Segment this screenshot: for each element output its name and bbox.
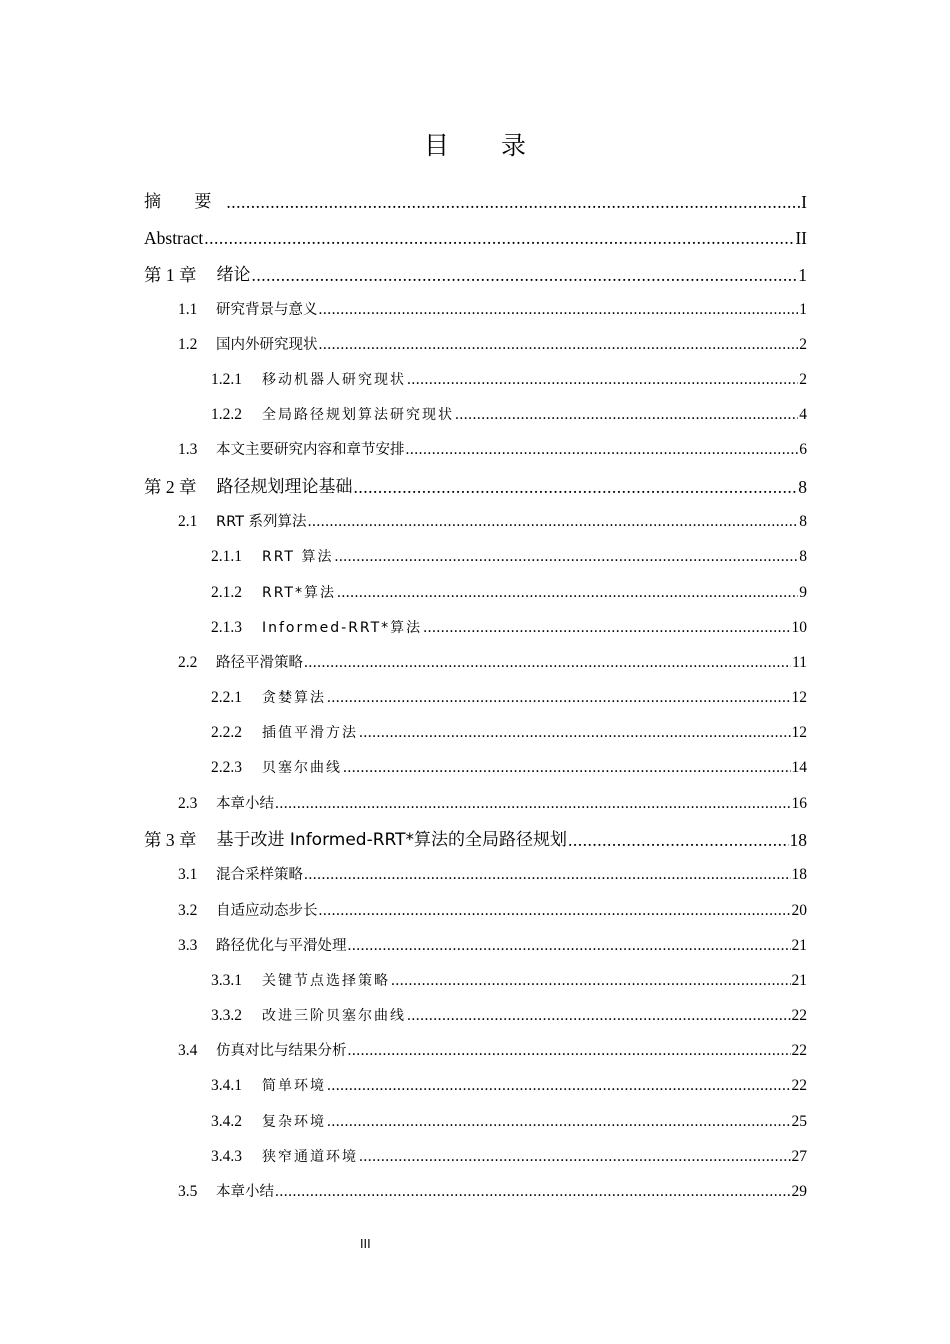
toc-entry[interactable] — [144, 460, 807, 497]
toc-entry-page: II — [795, 228, 807, 248]
toc-entry-page: 2 — [799, 371, 807, 389]
dot-leader — [348, 1041, 791, 1061]
toc-entry[interactable] — [144, 638, 807, 673]
toc-entry-number: 2.2.3 — [211, 759, 242, 777]
toc-entry-title: 移动机器人研究现状 — [262, 372, 406, 389]
toc-entry[interactable] — [144, 1132, 807, 1167]
toc-entry-title: 贝塞尔曲线 — [262, 760, 342, 777]
toc-entry-page: 22 — [791, 1077, 807, 1095]
toc-entry-title: 基于改进 Informed-RRT*算法的全局路径规划 — [216, 830, 567, 851]
toc-entry-title: 简单环境 — [262, 1078, 326, 1095]
toc-entry-page: 22 — [791, 1042, 807, 1060]
toc-entry[interactable] — [144, 1061, 807, 1096]
toc-entry-page: 22 — [791, 1007, 807, 1025]
toc-entry-number: 1.2 — [178, 335, 198, 353]
toc-entry[interactable] — [144, 285, 807, 320]
toc-entry-page: 8 — [799, 513, 807, 531]
toc-entry-page: 9 — [799, 583, 807, 601]
toc-entry-page: 18 — [789, 830, 807, 851]
toc-entry-title: 关键节点选择策略 — [262, 972, 390, 989]
toc-entry-page: 4 — [799, 406, 807, 424]
toc-entry-title: 贪婪算法 — [262, 690, 326, 707]
toc-entry-title: 路径优化与平滑处理 — [216, 937, 347, 954]
dot-leader — [359, 723, 791, 743]
toc-entry-page: 16 — [791, 794, 807, 812]
toc-entry[interactable] — [144, 532, 807, 567]
toc-entry[interactable] — [144, 921, 807, 956]
toc-entry-page: 20 — [791, 901, 807, 919]
toc-entry-page: 8 — [798, 476, 807, 497]
dot-leader — [406, 440, 799, 460]
toc-entry-page: 8 — [799, 548, 807, 566]
toc-entry[interactable] — [144, 497, 807, 532]
toc-entry-title: 路径平滑策略 — [216, 654, 303, 671]
dot-leader — [204, 228, 794, 248]
toc-entry-page: 21 — [791, 971, 807, 989]
toc-entry-title: 摘 要 — [144, 191, 226, 212]
dot-leader — [334, 547, 798, 567]
toc-entry-number: 3.5 — [178, 1183, 198, 1200]
toc-entry-title: 仿真对比与结果分析 — [216, 1043, 347, 1060]
toc-entry-number: 第 1 章 — [144, 264, 197, 285]
toc-entry-number: 2.1 — [178, 513, 198, 531]
toc-entry-number: 1.1 — [178, 300, 198, 318]
toc-entry-title: 绪论 — [216, 264, 251, 285]
dot-leader — [455, 405, 798, 425]
toc-entry[interactable] — [144, 175, 807, 212]
toc-entry-number: 2.2 — [178, 653, 198, 671]
toc-entry-title: 自适应动态步长 — [216, 902, 318, 919]
toc-entry-title: RRT*算法 — [262, 584, 336, 601]
dot-leader — [252, 265, 798, 285]
dot-leader — [348, 936, 791, 956]
dot-leader — [275, 1182, 791, 1202]
table-of-contents — [144, 175, 807, 1202]
toc-entry[interactable] — [144, 1167, 807, 1202]
dot-leader — [304, 865, 791, 885]
dot-leader — [407, 370, 798, 390]
dot-leader — [319, 901, 791, 921]
page-number: III — [360, 1237, 371, 1251]
toc-entry-number: 第 3 章 — [144, 830, 197, 851]
toc-entry-number: 2.1.2 — [211, 583, 242, 601]
dot-leader — [568, 830, 789, 850]
toc-entry-title: 复杂环境 — [262, 1113, 326, 1130]
toc-entry-number: 3.3 — [178, 936, 198, 954]
toc-entry[interactable] — [144, 708, 807, 743]
toc-entry-title: 国内外研究现状 — [216, 336, 318, 353]
toc-entry-title: RRT 算法 — [262, 549, 334, 566]
toc-entry-page: 11 — [792, 653, 807, 671]
toc-entry-page: 27 — [791, 1147, 807, 1165]
toc-entry-page: 18 — [791, 866, 807, 884]
toc-entry[interactable] — [144, 355, 807, 390]
toc-entry-page: I — [801, 191, 807, 212]
toc-entry-number: 2.2.1 — [211, 689, 242, 707]
toc-entry-number: 1.2.2 — [211, 406, 242, 424]
toc-entry-title: 路径规划理论基础 — [216, 476, 353, 497]
toc-entry-number: 第 2 章 — [144, 476, 197, 497]
toc-entry-title: 插值平滑方法 — [262, 725, 358, 742]
toc-entry[interactable] — [144, 956, 807, 991]
toc-entry-page: 1 — [799, 300, 807, 318]
toc-entry[interactable] — [144, 320, 807, 355]
toc-entry-number: 3.3.2 — [211, 1007, 242, 1025]
toc-entry[interactable] — [144, 425, 807, 460]
toc-entry-number: 2.1.1 — [211, 548, 242, 566]
toc-entry[interactable] — [144, 248, 807, 285]
dot-leader — [423, 618, 790, 638]
toc-entry-number: 3.4.2 — [211, 1112, 242, 1130]
toc-entry-title: Abstract — [144, 228, 204, 248]
dot-leader — [391, 971, 791, 991]
toc-entry-page: 14 — [791, 759, 807, 777]
dot-leader — [407, 1006, 791, 1026]
toc-entry-page: 10 — [791, 618, 807, 636]
toc-entry-page: 21 — [791, 936, 807, 954]
toc-entry-number: 3.4.3 — [211, 1147, 242, 1165]
dot-leader — [327, 1076, 791, 1096]
toc-entry[interactable] — [144, 1096, 807, 1131]
toc-entry-title: 本章小结 — [216, 1184, 274, 1200]
toc-entry-page: 12 — [791, 689, 807, 707]
toc-entry-title: Informed-RRT*算法 — [262, 619, 423, 636]
toc-entry[interactable] — [144, 778, 807, 813]
toc-entry-number: 2.3 — [178, 794, 198, 812]
toc-entry-page: 12 — [791, 724, 807, 742]
toc-entry[interactable] — [144, 850, 807, 885]
dot-leader — [275, 794, 791, 814]
toc-entry-title: 改进三阶贝塞尔曲线 — [262, 1008, 406, 1025]
toc-entry-title: RRT 系列算法 — [216, 514, 307, 531]
toc-entry-title: 本文主要研究内容和章节安排 — [216, 442, 405, 459]
dot-leader — [354, 477, 798, 497]
toc-entry[interactable] — [144, 743, 807, 778]
toc-entry-page: 6 — [799, 441, 807, 459]
toc-entry-number: 3.4.1 — [211, 1077, 242, 1095]
dot-leader — [327, 1112, 791, 1132]
toc-entry[interactable] — [144, 885, 807, 920]
toc-entry-title: 混合采样策略 — [216, 867, 303, 884]
toc-entry-title: 研究背景与意义 — [216, 301, 318, 318]
toc-entry[interactable] — [144, 991, 807, 1026]
toc-entry-page: 2 — [799, 335, 807, 353]
toc-entry-number: 1.3 — [178, 441, 198, 459]
toc-entry-title: 全局路径规划算法研究现状 — [262, 407, 454, 424]
toc-entry[interactable] — [144, 390, 807, 425]
dot-leader — [343, 758, 791, 778]
toc-entry[interactable] — [144, 673, 807, 708]
toc-entry-number: 2.1.3 — [211, 618, 242, 636]
toc-entry-page: 1 — [798, 264, 807, 285]
toc-entry-number: 3.4 — [178, 1042, 198, 1060]
dot-leader — [319, 335, 799, 355]
toc-entry[interactable] — [144, 603, 807, 638]
page-title: 目 录 — [424, 131, 548, 160]
toc-entry-page: 29 — [791, 1183, 807, 1200]
toc-entry-number: 1.2.1 — [211, 371, 242, 389]
toc-entry[interactable] — [144, 1026, 807, 1061]
dot-leader — [319, 300, 799, 320]
dot-leader — [308, 512, 799, 532]
toc-entry-page: 25 — [791, 1112, 807, 1130]
toc-entry-number: 3.3.1 — [211, 971, 242, 989]
dot-leader — [327, 688, 791, 708]
toc-entry-title: 狭窄通道环境 — [262, 1148, 358, 1165]
dot-leader — [359, 1147, 791, 1167]
toc-entry[interactable] — [144, 212, 807, 249]
toc-entry[interactable] — [144, 567, 807, 602]
dot-leader — [226, 192, 800, 212]
toc-entry[interactable] — [144, 814, 807, 851]
dot-leader — [304, 653, 791, 673]
toc-entry-title: 本章小结 — [216, 795, 274, 812]
toc-entry-number: 3.2 — [178, 901, 198, 919]
toc-entry-number: 2.2.2 — [211, 724, 242, 742]
dot-leader — [337, 583, 798, 603]
toc-entry-number: 3.1 — [178, 866, 198, 884]
